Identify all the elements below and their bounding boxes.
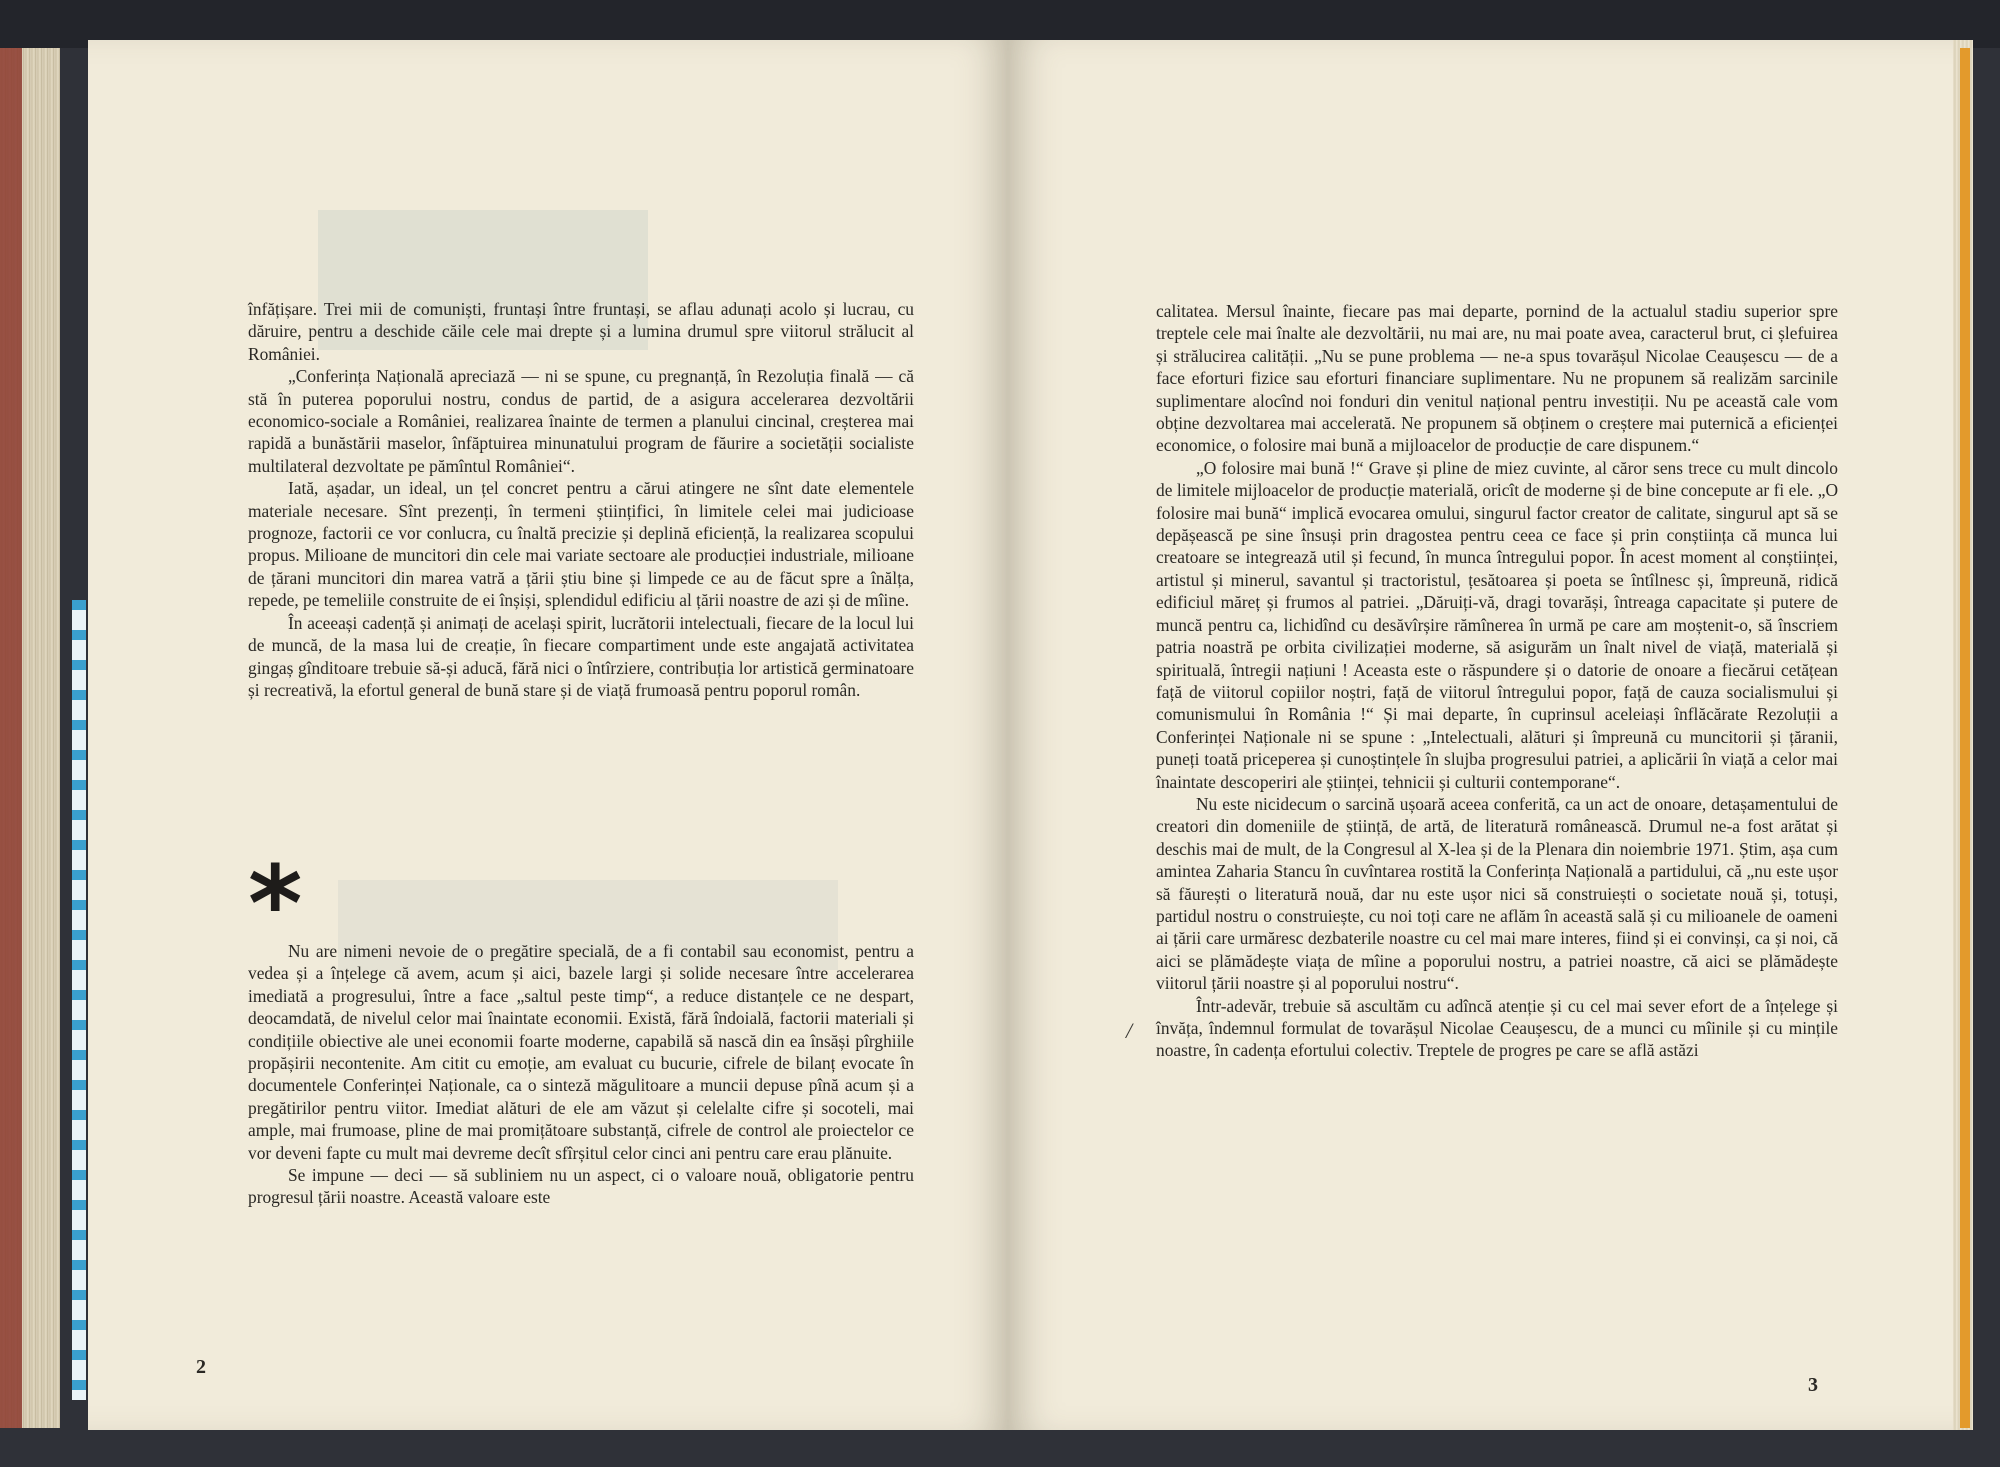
paragraph: Se impune — deci — să subliniem nu un aspect, ci o valoare nouă, obligatorie pentru progresul țării noastre. Această valoare este — [248, 1165, 914, 1208]
paragraph: înfățișare. Trei mii de comuniști, fruntași între fruntași, se aflau adunați acolo și lucrau, cu dăruire, pentru a deschide căile cele mai drepte și a lumina drumul spre viitorul strălucit al României. — [248, 299, 914, 364]
book-cover-edge — [0, 48, 22, 1428]
margin-pencil-mark: / — [1126, 1018, 1133, 1043]
left-page — [88, 40, 1008, 1430]
right-text — [1156, 300, 1838, 1062]
left-top-text — [248, 298, 914, 701]
right-page — [1008, 40, 1953, 1430]
paragraph: Iată, așadar, un ideal, un țel concret pentru a cărui atingere ne sînt date elementele materiale necesare. Sînt prezenți, în termeni științifici, în limitele celei mai judicioase prognoze, factorii ce vor conlucra, cu înaltă precizie și deplină eficiență, la realizarea scopului propus. Milioane de muncitori din cele mai variate sectoare ale producției industriale, milioane de țărani muncitori din marea vatră a țării știu bine și limpede ce au de făcut spre a înălța, repede, pe temeliile construite de ei înșiși, splendidul edificiu al țării noastre de azi și de mîine. — [248, 478, 914, 611]
bookmark-edge — [1960, 48, 1970, 1428]
paragraph: Nu are nimeni nevoie de o pregătire specială, de a fi contabil sau economist, pentru a vedea și a înțelege că avem, acum și aici, bazele largi și solide necesare între accelerarea imediată a progresului, între a face „saltul peste timp“, a reduce distanțele ce ne despart, deocamdată, de nivelul celor mai înaintate economii. Există, fără îndoială, factorii materiali și condițiile obiective ale unei economii foarte moderne, capabilă să nască din ea însăși pîrghiile propășirii necontenite. Am citit cu emoție, am evaluat cu bucurie, cifrele de bilanț evocate în documentele Conferinței Naționale, ca o sinteză măgulitoare a muncii depuse pînă acum și a pregătirilor pentru viitor. Imediat alături de ele am văzut și celelalte cifre și socoteli, mai ample, mai frumoase, pline de mai promițătoare substanță, cifrele de control ale proiectelor ce vor deveni fapte cu mult mai devreme decît sfîrșitul celor cinci ani pentru care erau plănuite. — [248, 941, 914, 1163]
paragraph: În aceeași cadență și animați de același spirit, lucrătorii intelectuali, fiecare de la locul lui de muncă, de la masa lui de creație, în fiecare compartiment unde este angajată activitatea gingaș gînditoare trebuie să-și aducă, fără nici o întîrziere, contribuția lor artistică germinatoare și recreativă, la efortul general de bună stare și de viață frumoasă pentru poporul român. — [248, 612, 914, 700]
paragraph: „O folosire mai bună !“ Grave și pline de miez cuvinte, al căror sens trece cu mult dincolo de limitele mijloacelor de producție materială, oricît de moderne și de bine concepute ar fi ele. „O folosire mai bună“ implică evocarea omului, singurul factor creator de calitate, singurul apt să se depășească pe sine însuși prin dragostea pentru ceea ce face și prin conștiința că munca lui creatoare se integrează util și fecund, în munca întregului popor. În acest moment al conștiinței, artistul și minerul, savantul și tractoristul, țesătoarea și poeta se întîlnesc și, împreună, ridică edificiul măreț și frumos al patriei. „Dăruiți-vă, dragi tovarăși, întreaga capacitate și putere de muncă pentru ca, lichidînd cu desăvîrșire rămînerea în urmă pe care am moștenit-o, să înscriem patria noastră pe orbita civilizației moderne, să asigurăm un înalt nivel de viață, materială și spirituală, întregii națiuni ! Aceasta este o răspundere și o datorie de onoare a fiecărui cetățean față de viitorul copiilor noștri, față de viitorul întregului popor, față de cauza socialismului și comunismului în România !“ Și mai departe, în cuprinsul aceleiași înflăcărate Rezoluții a Conferinței Naționale ni se spune : „Intelectuali, alături și împreună cu muncitorii și țăranii, puneți toată priceperea și cunoștințele în slujba progresului patriei, a aplicării în viață a celor mai înaintate descoperiri ale științei, tehnicii și culturii contemporane“. — [1156, 457, 1838, 792]
left-bottom-text — [248, 940, 914, 1209]
paragraph: Într-adevăr, trebuie să ascultăm cu adîncă atenție și cu cel mai sever efort de a înțelege și învăța, îndemnul formulat de tovarășul Nicolae Ceaușescu, de a munci cu mîinile și cu mințile noastre, în cadența efortului colectiv. Treptele de progres pe care se află astăzi — [1156, 995, 1838, 1061]
paragraph: Nu este nicidecum o sarcină ușoară aceea conferită, ca un act de onoare, detașamentului de creatori din domeniile de știință, de artă, de literatură românească. Drumul ne-a fost arătat și deschis mai de mult, de la Congresul al X-lea și de la Plenara din noiembrie 1971. Știm, așa cum amintea Zaharia Stancu în cuvîntarea rostită la Conferința Națională a partidului, că „nu este ușor să făurești o literatură nouă, dar nu este ușor nici să construiești o societate nouă și, totuși, partidul nostru o construiește, cu noi toți care ne aflăm în această sală și cu milioanele de oameni ai țării care urmăresc dezbaterile noastre cu cel mai mare interes, fiind și ei convinși, ca și noi, că aici se plămădește viața de mîine a poporului nostru, a patriei noastre, că aici se plămădește viitorul țării noastre și al poporului nostru“. — [1156, 793, 1838, 994]
page-tabs — [72, 600, 86, 1400]
paragraph: calitatea. Mersul înainte, fiecare pas mai departe, pornind de la actualul stadiu superior spre treptele cele mai înalte ale dezvoltării, nu mai are, nu mai poate avea, caracterul brut, ci șlefuirea și strălucirea calității. „Nu se pune problema — ne-a spus tovarășul Nicolae Ceaușescu — de a face eforturi fizice sau eforturi financiare suplimentare. Nu ne propunem să realizăm sarcinile suplimentare alocînd noi fonduri din venitul național pentru investiții. Nu pe această cale vom obține dezvoltarea mai accelerată. Ne propunem să obținem o creștere mai puternică a eficienței economice, o folosire mai bună a mijloacelor de producție de care dispunem.“ — [1156, 301, 1838, 456]
section-separator-asterisk: * — [248, 843, 303, 965]
page-number-left: 2 — [196, 1356, 206, 1378]
page-number-right: 3 — [1808, 1374, 1818, 1396]
paragraph: „Conferința Națională apreciază — ni se spune, cu pregnanță, în Rezoluția finală — că stă în puterea poporului nostru, condus de partid, de a asigura accelerarea dezvoltării economico-sociale a României, realizarea înainte de termen a planului cincinal, creșterea mai rapidă a bunăstării maselor, înfăptuirea minunatului program de făurire a societății socialiste multilateral dezvoltate pe pămîntul României“. — [248, 366, 914, 476]
